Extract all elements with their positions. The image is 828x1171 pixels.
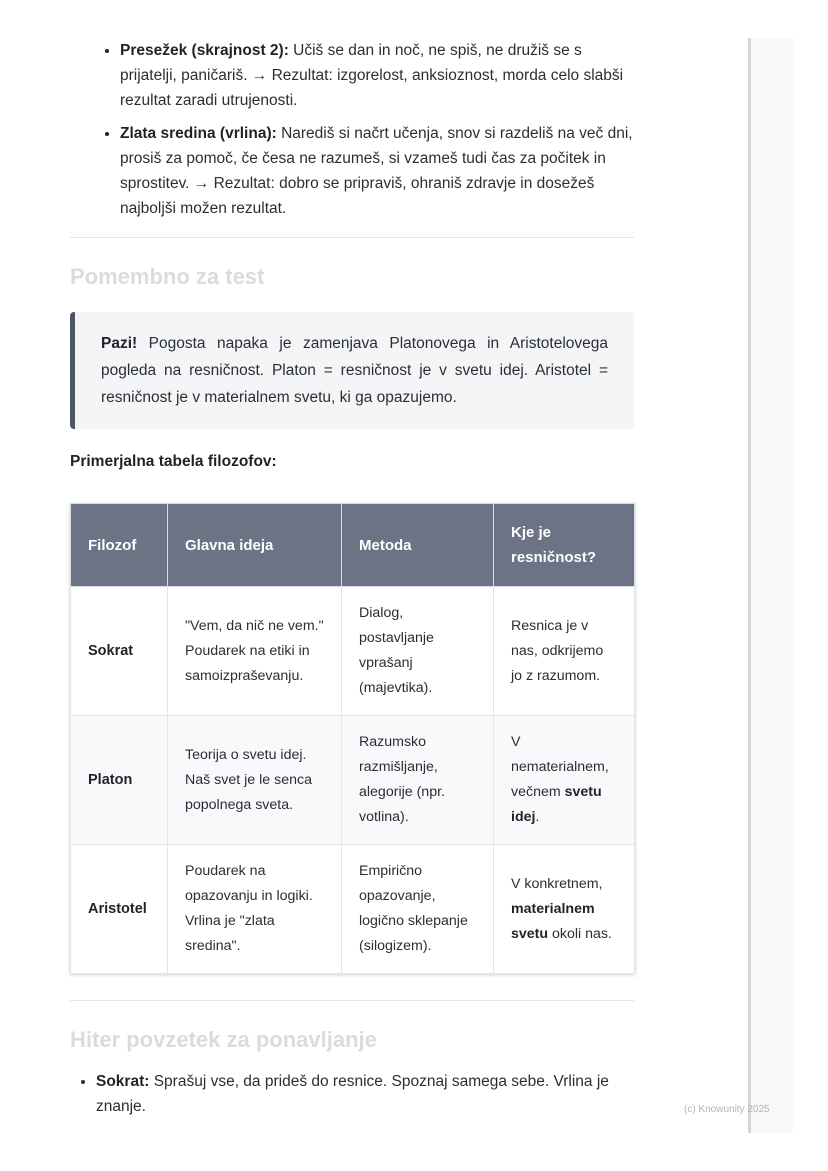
table-header-row — [71, 504, 635, 587]
list-item — [120, 121, 634, 221]
list-item-label: Sokrat: — [96, 1073, 150, 1090]
right-margin-panel — [748, 38, 793, 1133]
summary-list — [70, 1069, 634, 1119]
document-content — [70, 38, 634, 1119]
main-idea-cell: Teorija o svetu idej. Naš svet je le senca popolnega sveta. — [168, 716, 342, 845]
list-item — [120, 38, 634, 113]
divider — [70, 1000, 634, 1001]
main-idea-cell: Poudarek na opazovanju in logiki. Vrlina je "zlata sredina". — [168, 845, 342, 974]
list-item — [96, 1069, 634, 1119]
list-item-text: Sprašuj vse, da prideš do resnice. Spoznaj samega sebe. Vrlina je znanje. — [96, 1073, 609, 1115]
table-row — [71, 716, 635, 845]
table-row — [71, 587, 635, 716]
column-header: Filozof — [71, 504, 168, 587]
list-item-text: Narediš si načrt učenja, snov si razdeliš na več dni, prosiš za pomoč, če česa ne razumeš, si vzameš tudi čas za počitek in sprostitev. → Rezultat: dobro se pripraviš, ohraniš zdravje in dosežeš najboljši možen rezultat. — [120, 125, 633, 217]
section-heading: Pomembno za test — [70, 264, 265, 289]
method-cell: Dialog, postavljanje vprašanj (majevtika). — [342, 587, 494, 716]
divider — [70, 237, 634, 238]
table-row — [71, 845, 635, 974]
copyright-notice: (c) Knowunity 2025 — [684, 1104, 770, 1115]
philosopher-name: Platon — [71, 716, 168, 845]
table-title: Primerjalna tabela filozofov: — [70, 453, 277, 470]
list-item-label: Zlata sredina (vrlina): — [120, 125, 277, 142]
callout-label: Pazi! — [101, 335, 138, 352]
philosopher-name: Sokrat — [71, 587, 168, 716]
philosophers-table — [70, 503, 635, 974]
virtue-examples-list — [70, 38, 634, 221]
column-header: Glavna ideja — [168, 504, 342, 587]
callout-text: Pogosta napaka je zamenjava Platonovega in Aristotelovega pogleda na resničnost. Platon = resničnost je v svetu idej. Aristotel = resničnost je v materialnem svetu, ki ga opazujemo. — [101, 335, 608, 406]
method-cell: Razumsko razmišljanje, alegorije (npr. votlina). — [342, 716, 494, 845]
reality-cell: Resnica je v nas, odkrijemo jo z razumom. — [494, 587, 635, 716]
section-heading: Hiter povzetek za ponavljanje — [70, 1027, 377, 1052]
list-item-label: Presežek (skrajnost 2): — [120, 42, 289, 59]
method-cell: Empirično opazovanje, logično sklepanje (silogizem). — [342, 845, 494, 974]
reality-cell: V nematerialnem, večnem svetu idej. — [494, 716, 635, 845]
main-idea-cell: "Vem, da nič ne vem." Poudarek na etiki in samoizpraševanju. — [168, 587, 342, 716]
list-item-text: Učiš se dan in noč, ne spiš, ne družiš se s prijatelji, paničariš. → Rezultat: izgorelost, anksioznost, morda celo slabši rezultat zaradi utrujenosti. — [120, 42, 624, 109]
warning-callout — [70, 312, 634, 429]
column-header: Kje je resničnost? — [494, 504, 635, 587]
column-header: Metoda — [342, 504, 494, 587]
reality-cell: V konkretnem, materialnem svetu okoli nas. — [494, 845, 635, 974]
philosopher-name: Aristotel — [71, 845, 168, 974]
